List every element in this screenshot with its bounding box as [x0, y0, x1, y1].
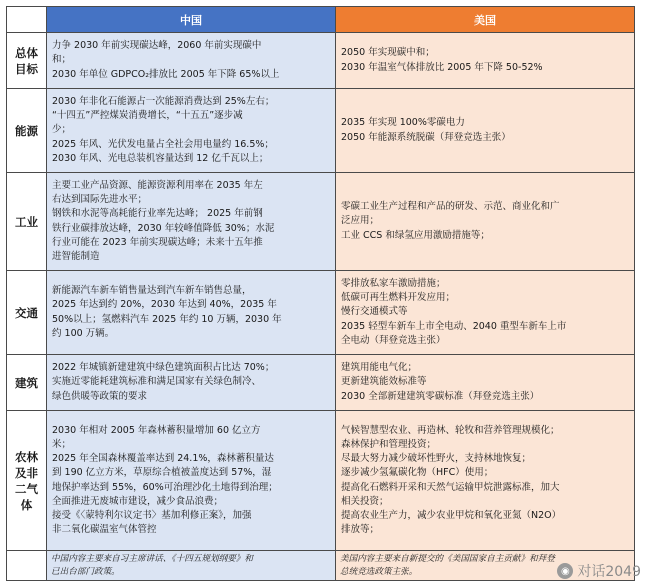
- row-category: [7, 411, 47, 551]
- watermark-text: 对话2049: [577, 564, 641, 580]
- cell-line: 更新建筑能效标准等: [341, 376, 427, 388]
- cell-line: 慢行交通模式等: [341, 306, 408, 318]
- china-cell: [47, 411, 336, 551]
- china-cell: [47, 271, 336, 355]
- china-source-note: [47, 551, 336, 581]
- cell-line: 行业可能在 2023 年前实现碳达峰；未来十五年推: [52, 236, 263, 248]
- cell-line: 钢铁和水泥等高耗能行业率先达峰； 2025 年前钢: [52, 208, 263, 220]
- category-line: 能源: [15, 123, 38, 138]
- cell-line: 泛应用；: [341, 215, 380, 227]
- cell-line: 米；: [52, 438, 72, 450]
- wechat-icon: ◉: [557, 563, 573, 579]
- table-row: [7, 89, 635, 173]
- cell-line: 零排放私家车激励措施；: [341, 277, 446, 289]
- usa-cell: [336, 271, 635, 355]
- row-category: [7, 89, 47, 173]
- cell-line: 非二氧化碳温室气体管控: [52, 524, 157, 536]
- cell-line: 2025 年风、光伏发电量占全社会用电量约 16.5%；: [52, 138, 274, 150]
- table-row: [7, 173, 635, 271]
- cell-line: 2035 年实现 100%零碳电力: [341, 117, 465, 129]
- watermark: [557, 561, 641, 581]
- cell-line: 少；: [52, 124, 72, 136]
- usa-cell: [336, 173, 635, 271]
- cell-line: 全面推进无废城市建设，减少食品浪费；: [52, 495, 224, 507]
- table-row: [7, 271, 635, 355]
- cell-line: 2030 年温室气体排放比 2005 年下降 50-52%: [341, 61, 543, 73]
- cell-line: 实施近零能耗建筑标准和满足国家有关绿色制冷、: [52, 376, 262, 388]
- cell-line: 森林保护和管理投资；: [341, 438, 437, 450]
- category-line: 目标: [15, 61, 38, 76]
- cell-line: 尽最大努力减少破坏性野火，支持林地恢复；: [341, 453, 532, 465]
- cell-line: 2030 年非化石能源占一次能源消费达到 25%左右；: [52, 95, 275, 107]
- cell-line: 到 190 亿立方米，草原综合植被盖度达到 57%，湿: [52, 467, 272, 479]
- cell-line: 接受《〈蒙特利尔议定书〉基加利修正案》，加强: [52, 509, 252, 521]
- row-category: [7, 173, 47, 271]
- category-line: 总体: [15, 45, 38, 60]
- comparison-table: [6, 6, 635, 581]
- cell-line: 2022 年城镇新建建筑中绿色建筑面积占比达 70%；: [52, 362, 275, 374]
- cell-line: 2025 年达到约 20%，2030 年达到 40%，2035 年: [52, 299, 277, 311]
- cell-line: 2025 年全国森林覆盖率达到 24.1%，森林蓄积量达: [52, 453, 274, 465]
- cell-line: 提高化石燃料开采和天然气运输甲烷泄露标准，加大: [341, 481, 560, 493]
- china-cell: [47, 355, 336, 411]
- category-line: 农林: [15, 449, 38, 464]
- cell-line: 2050 年能源系统脱碳（拜登竞选主张）: [341, 131, 511, 143]
- usa-cell: [336, 411, 635, 551]
- china-cell: [47, 89, 336, 173]
- cell-line: 2030 全部新建建筑零碳标准（拜登竞选主张）: [341, 390, 540, 402]
- header-blank: [7, 7, 47, 33]
- cell-line: “十四五”严控煤炭消费增长，“十五五”逐步减: [52, 110, 243, 122]
- cell-line: 50%以上；氢燃料汽车 2025 年约 10 万辆，2030 年: [52, 313, 282, 325]
- cell-line: 2035 轻型车新车上市全电动、2040 重型车新车上市: [341, 320, 567, 332]
- cell-line: 逐步减少氢氟碳化物（HFC）使用；: [341, 467, 494, 479]
- row-category: [7, 271, 47, 355]
- usa-cell: [336, 89, 635, 173]
- usa-cell: [336, 355, 635, 411]
- usa-cell: [336, 33, 635, 89]
- notes-row: [7, 551, 635, 581]
- cell-line: 铁行业碳排放达峰，2030 年较峰值降低 30%；水泥: [52, 222, 275, 234]
- china-cell: [47, 33, 336, 89]
- cell-line: 建筑用能电气化；: [341, 362, 418, 374]
- row-category: [7, 33, 47, 89]
- cell-line: 全电动（拜登竞选主张）: [341, 334, 446, 346]
- cell-line: 2030 年单位 GDPCO₂排放比 2005 年下降 65%以上: [52, 68, 280, 80]
- header-row: [7, 7, 635, 33]
- cell-line: 右达到国际先进水平；: [52, 194, 148, 206]
- category-line: 交通: [15, 305, 38, 320]
- table-row: [7, 411, 635, 551]
- cell-line: 提高农业生产力，减少农业甲烷和氧化亚氮（N2O）: [341, 509, 562, 521]
- note-line: 中国内容主要来自习主席讲话、《十四五规划纲要》和: [51, 554, 253, 564]
- category-line: 二气: [15, 481, 38, 496]
- note-line: 美国内容主要来自新提交的《美国国家自主贡献》和拜登: [340, 554, 555, 564]
- cell-line: 约 100 万辆。: [52, 327, 115, 339]
- row-category: [7, 355, 47, 411]
- cell-line: 力争 2030 年前实现碳达峰，2060 年前实现碳中: [52, 40, 262, 52]
- cell-line: 2050 年实现碳中和；: [341, 47, 435, 59]
- china-cell: [47, 173, 336, 271]
- cell-line: 主要工业产品资源、能源资源利用率在 2035 年左: [52, 179, 263, 191]
- note-line: 已出台部门政策。: [51, 566, 120, 577]
- cell-line: 排放等；: [341, 524, 380, 536]
- cell-line: 低碳可再生燃料开发应用；: [341, 292, 456, 304]
- cell-line: 相关投资；: [341, 495, 389, 507]
- notes-blank: [7, 551, 47, 581]
- cell-line: 2030 年相对 2005 年森林蓄积量增加 60 亿立方: [52, 424, 261, 436]
- cell-line: 地保护率达到 55%，60%可治理沙化土地得到治理；: [52, 481, 278, 493]
- cell-line: 新能源汽车新车销售量达到汽车新车销售总量，: [52, 285, 252, 297]
- table-row: [7, 355, 635, 411]
- note-line: 总统竞选政策主张。: [340, 566, 418, 577]
- category-line: 及非: [15, 465, 38, 480]
- category-line: 建筑: [15, 375, 38, 390]
- header-usa: 美国: [336, 7, 635, 33]
- cell-line: 进智能制造: [52, 250, 100, 262]
- table-row: [7, 33, 635, 89]
- cell-line: 2030 年风、光电总装机容量达到 12 亿千瓦以上；: [52, 152, 269, 164]
- category-line: 体: [20, 497, 33, 512]
- cell-line: 和；: [52, 54, 72, 66]
- cell-line: 零碳工业生产过程和产品的研发、示范、商业化和广: [341, 201, 560, 213]
- cell-line: 工业 CCS 和绿氢应用激励措施等；: [341, 229, 490, 241]
- category-line: 工业: [15, 214, 38, 229]
- header-china: 中国: [47, 7, 336, 33]
- cell-line: 气候智慧型农业、再造林、轮牧和营养管理规模化；: [341, 424, 560, 436]
- cell-line: 绿色供暖等政策的要求: [52, 390, 148, 402]
